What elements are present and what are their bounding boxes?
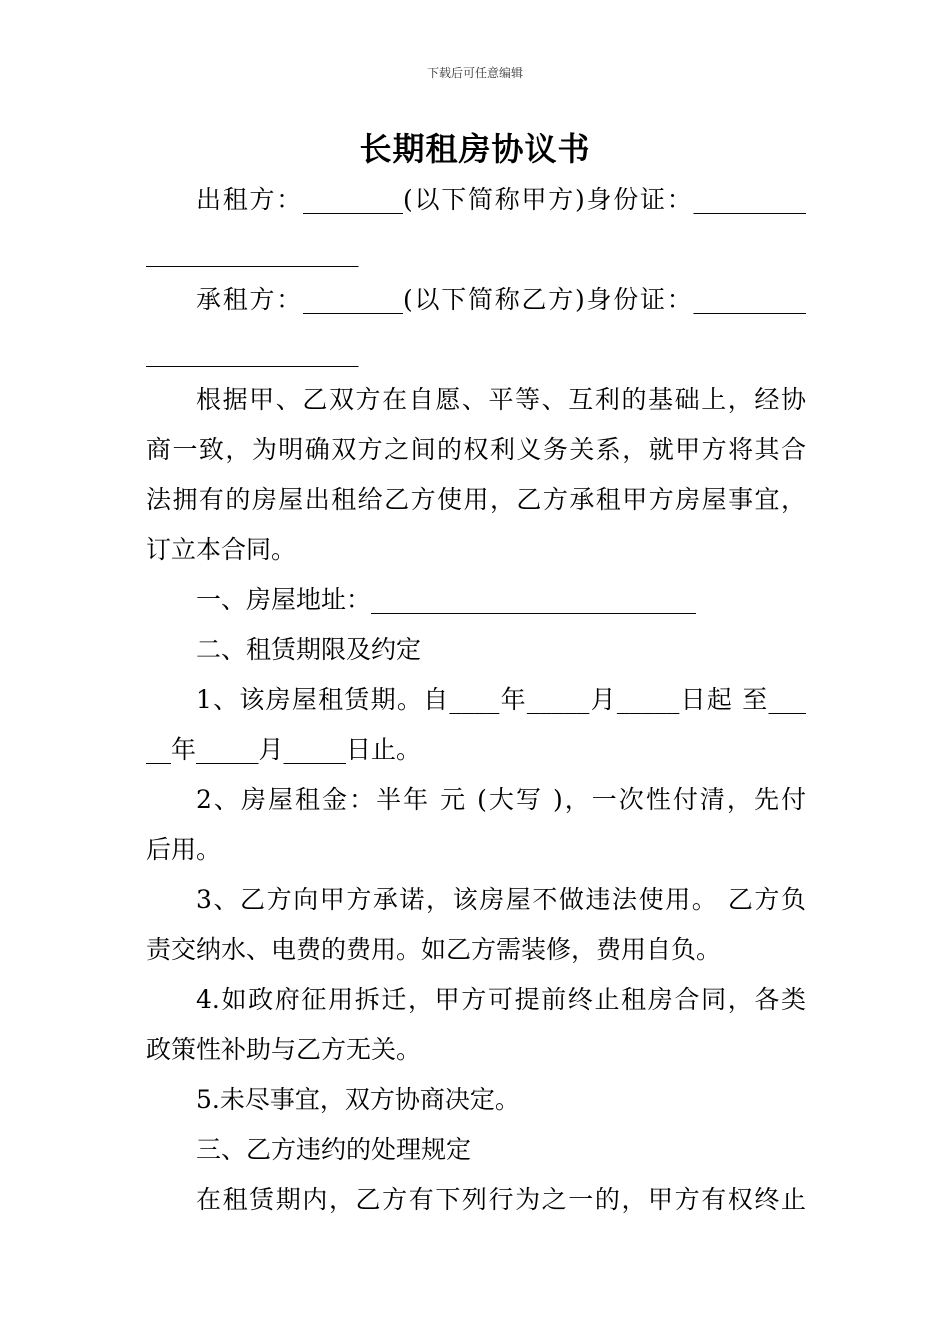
preamble-line-3: 法拥有的房屋出租给乙方使用，乙方承租甲方房屋事宜， [146,485,806,514]
clause-2-line-2: 后用。 [146,835,222,864]
clause-3-line-1: 3、乙方向甲方承诺，该房屋不做违法使用。 乙方负 [196,885,806,914]
clause-4-line-2: 政策性补助与乙方无关。 [146,1035,422,1064]
section-3-heading: 三、乙方违约的处理规定 [196,1135,472,1164]
page-header-note: 下载后可任意编辑 [426,66,523,80]
section-1-address: 一、房屋地址：__________________________ [196,585,697,614]
lessor-id-continuation: _________________ [146,238,359,267]
clause-5: 5.未尽事宜，双方协商决定。 [196,1085,520,1114]
lessee-line: 承租方：________(以下简称乙方)身份证：_________ [196,285,806,314]
clause-2-line-1: 2、房屋租金：半年 元 (大写 )，一次性付清，先付 [196,785,806,814]
clause-3-line-2: 责交纳水、电费的费用。如乙方需装修，费用自负。 [146,935,722,964]
section-3-line-1: 在租赁期内，乙方有下列行为之一的，甲方有权终止 [196,1185,806,1214]
lessee-id-continuation: _________________ [146,338,359,367]
document-title: 长期租房协议书 [359,130,591,168]
clause-1-line-1: 1、该房屋租赁期。自____年_____月_____日起 至___ [196,685,806,714]
preamble-line-2: 商一致，为明确双方之间的权利义务关系，就甲方将其合 [146,435,806,464]
preamble-line-1: 根据甲、乙双方在自愿、平等、互利的基础上，经协 [196,385,806,414]
lessor-line: 出租方：________(以下简称甲方)身份证：_________ [196,185,806,214]
clause-4-line-1: 4.如政府征用拆迁，甲方可提前终止租房合同，各类 [196,985,806,1014]
clause-1-line-2: __年_____月_____日止。 [146,735,422,764]
preamble-line-4: 订立本合同。 [146,535,297,564]
section-2-heading: 二、租赁期限及约定 [196,635,422,664]
